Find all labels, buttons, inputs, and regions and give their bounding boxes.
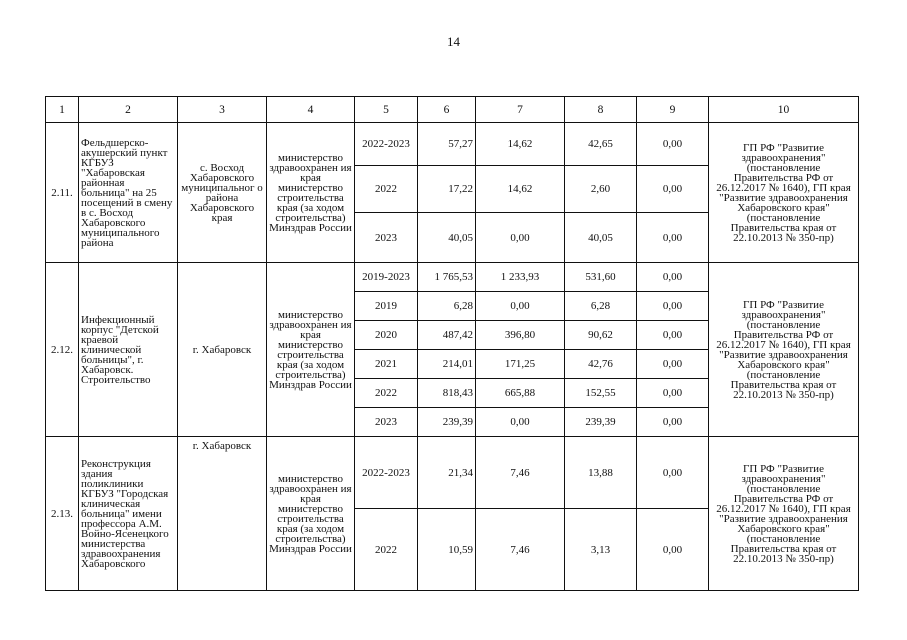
period: 2022 [355, 379, 418, 408]
period: 2023 [355, 408, 418, 437]
value-col9: 0,00 [637, 263, 709, 292]
period: 2020 [355, 321, 418, 350]
investment-table [45, 96, 859, 591]
value-col8: 90,62 [565, 321, 637, 350]
value-col6: 17,22 [418, 166, 476, 213]
value-col6: 214,01 [418, 350, 476, 379]
period: 2019 [355, 292, 418, 321]
value-col7: 171,25 [476, 350, 565, 379]
customer: министерство здравоохранен ия края министерство строительства края (за ходом строительства) Минздрав России [267, 263, 355, 437]
col-header: 2 [79, 97, 178, 123]
value-col6: 57,27 [418, 123, 476, 166]
program: ГП РФ "Развитие здравоохранения" (постановление Правительства РФ от 26.12.2017 № 1640), ГП края "Развитие здравоохранения Хабаровского края" (постановление Правительства края от 22.10.2013 № 350-пр) [709, 437, 859, 591]
col-header: 3 [178, 97, 267, 123]
value-col9: 0,00 [637, 123, 709, 166]
period: 2022-2023 [355, 437, 418, 509]
value-col7: 1 233,93 [476, 263, 565, 292]
col-header: 9 [637, 97, 709, 123]
row-number: 2.12. [46, 263, 79, 437]
location: г. Хабаровск [178, 263, 267, 437]
value-col8: 239,39 [565, 408, 637, 437]
value-col9: 0,00 [637, 437, 709, 509]
col-header: 8 [565, 97, 637, 123]
row-number: 2.13. [46, 437, 79, 591]
period: 2019-2023 [355, 263, 418, 292]
value-col6: 6,28 [418, 292, 476, 321]
object-name: Инфекционный корпус "Детской краевой клинической больницы", г. Хабаровск. Строительство [79, 263, 178, 437]
value-col9: 0,00 [637, 213, 709, 263]
period: 2023 [355, 213, 418, 263]
object-name: Фельдшерско-акушерский пункт КГБУЗ "Хабаровская районная больница" на 25 посещений в смену в с. Восход Хабаровского муниципального района [79, 123, 178, 263]
value-col9: 0,00 [637, 509, 709, 591]
col-header: 6 [418, 97, 476, 123]
location: г. Хабаровск [178, 437, 267, 591]
period: 2022 [355, 166, 418, 213]
program: ГП РФ "Развитие здравоохранения" (постановление Правительства РФ от 26.12.2017 № 1640), ГП края "Развитие здравоохранения Хабаровского края" (постановление Правительства края от 22.10.2013 № 350-пр) [709, 263, 859, 437]
col-header: 1 [46, 97, 79, 123]
period: 2022-2023 [355, 123, 418, 166]
value-col9: 0,00 [637, 379, 709, 408]
object-name: Реконструкция здания поликлиники КГБУЗ "Городская клиническая больница" имени профессора А.М. Войно-Ясенецкого министерства здравоохранения Хабаровского [79, 437, 178, 591]
value-col6: 818,43 [418, 379, 476, 408]
customer: министерство здравоохранен ия края министерство строительства края (за ходом строительства) Минздрав России [267, 437, 355, 591]
value-col8: 40,05 [565, 213, 637, 263]
value-col7: 14,62 [476, 123, 565, 166]
value-col6: 1 765,53 [418, 263, 476, 292]
value-col8: 13,88 [565, 437, 637, 509]
value-col9: 0,00 [637, 408, 709, 437]
table-row [46, 263, 859, 292]
value-col6: 10,59 [418, 509, 476, 591]
value-col7: 7,46 [476, 437, 565, 509]
value-col7: 0,00 [476, 292, 565, 321]
value-col8: 152,55 [565, 379, 637, 408]
value-col6: 487,42 [418, 321, 476, 350]
value-col9: 0,00 [637, 292, 709, 321]
value-col8: 42,65 [565, 123, 637, 166]
program: ГП РФ "Развитие здравоохранения" (постановление Правительства РФ от 26.12.2017 № 1640), ГП края "Развитие здравоохранения Хабаровского края" (постановление Правительства края от 22.10.2013 № 350-пр) [709, 123, 859, 263]
value-col6: 239,39 [418, 408, 476, 437]
value-col8: 6,28 [565, 292, 637, 321]
col-header: 4 [267, 97, 355, 123]
customer: министерство здравоохранен ия края министерство строительства края (за ходом строительства) Минздрав России [267, 123, 355, 263]
value-col8: 42,76 [565, 350, 637, 379]
value-col8: 2,60 [565, 166, 637, 213]
period: 2022 [355, 509, 418, 591]
value-col7: 396,80 [476, 321, 565, 350]
value-col7: 665,88 [476, 379, 565, 408]
header-row [46, 97, 859, 123]
value-col9: 0,00 [637, 321, 709, 350]
page-number: 14 [447, 34, 460, 49]
value-col7: 14,62 [476, 166, 565, 213]
value-col7: 0,00 [476, 408, 565, 437]
row-number: 2.11. [46, 123, 79, 263]
value-col7: 0,00 [476, 213, 565, 263]
col-header: 5 [355, 97, 418, 123]
location: с. Восход Хабаровского муниципальног о района Хабаровского края [178, 123, 267, 263]
value-col9: 0,00 [637, 350, 709, 379]
value-col6: 40,05 [418, 213, 476, 263]
value-col7: 7,46 [476, 509, 565, 591]
value-col8: 3,13 [565, 509, 637, 591]
period: 2021 [355, 350, 418, 379]
value-col8: 531,60 [565, 263, 637, 292]
col-header: 10 [709, 97, 859, 123]
table-row [46, 437, 859, 509]
table-row [46, 123, 859, 166]
col-header: 7 [476, 97, 565, 123]
value-col6: 21,34 [418, 437, 476, 509]
value-col9: 0,00 [637, 166, 709, 213]
